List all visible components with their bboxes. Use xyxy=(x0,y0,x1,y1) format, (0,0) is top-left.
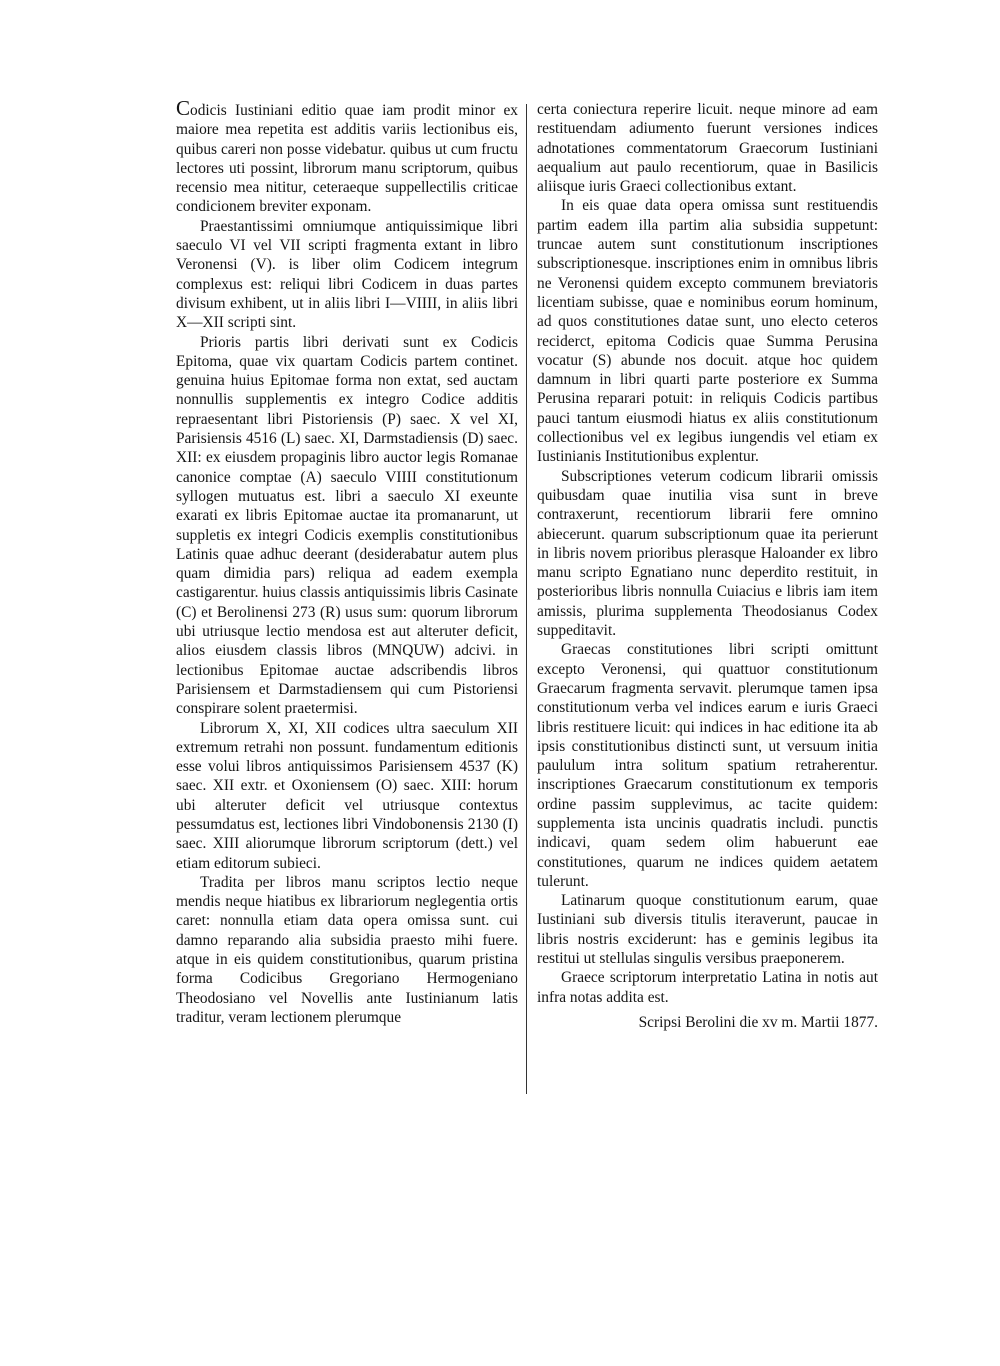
paragraph-text: odicis Iustiniani editio quae iam prodit minor ex maiore mea repetita est additis variis lectionibus eis, quibus careri non posse videbatur. quibus ut cum fructu lectores uti possint, librorum manu scriptorum, quibus recensio mea nititur, ceteraeque suppellectilis criticae condicionem breviter exponam. xyxy=(176,102,518,216)
column-divider xyxy=(526,104,527,1094)
drop-cap-letter: C xyxy=(176,96,191,120)
paragraph-graecas: Graecas constitutiones libri scripti omittunt excepto Veronensi, qui quattuor constitutionum Graecarum fragmenta servavit. plerumque tamen ipsa constitutionum verba vel indices earum e iuris Graeci libris restituere licuit: qui indices in hac editione ita ab ipsis constitutionibus distincti sunt, ut versuum initia paululum intra solitum spatium retraherentur. inscriptiones Graecarum constitutionum ex temporis ordine passim supplevimus, ac tacite quidem: supplementa ista uncinis quadratis includi. punctis indicavi, quam sedem olim habuerunt eae constitutiones, quarum ne indices quidem aetatem tulerunt. xyxy=(537,641,878,890)
paragraph-tradita: Tradita per libros manu scriptos lectio neque mendis neque hiatibus ex librariorum neglegentia ortis caret: nonnulla etiam data opera omissa sunt. cui damno reparando alia subsidia praesto mihi fuere. atque in eis quidem constitutionibus, quarum pristina forma Codicibus Gregoriano Hermogeniano Theodosiano vel Novellis ante Iustinianum latis traditur, veram lectionem plerumque xyxy=(176,873,518,1026)
paragraph-continuation: certa coniectura reperire licuit. neque minore ad eam restituendam adiumento fuerunt versiones indices adnotationes commentatorum Graecorum Iustiniani aequalium aut paulo recentiorum, quae in Basilicis aliisque iuris Graeci collectionibus extant. xyxy=(537,101,878,196)
paragraph-latinarum: Latinarum quoque constitutionum earum, quae Iustiniani sub diversis titulis iteraverunt, paucae in libris nostris exciderunt: has e geminis legibus ita restitui ut stellulas singulis versibus praeponerem. xyxy=(537,892,878,968)
paragraph-librorum-x-xii: Librorum X, XI, XII codices ultra saeculum XII extremum retrahi non possunt. fundamentum editionis esse volui libros antiquissimos Parisiensem 4537 (K) saec. XII extr. et Oxoniensem (O) saec. XIII: horum ubi alteruter deficit vel utriusque contextus pessumdatus est, lectiones libri Vindobonensis 2130 (I) saec. XIII aliorumque librorum scriptorum (dett.) vel etiam editorum subieci. xyxy=(176,719,518,872)
right-column xyxy=(537,100,878,1032)
paragraph-epitoma: Prioris partis libri derivati sunt ex Codicis Epitoma, quae vix quartam Codicis partem continet. genuina huius Epitomae forma non extat, sed auctam nonnullis supplementis ex integro Codice additis repraesentant libri Pistoriensis (P) saec. X vel XI, Parisiensis 4516 (L) saec. XI, Darmstadiensis (D) saec. XII: ex eiusdem propaginis libro auctor legis Romanae canonice comptae (A) saeculo VIIII constitutionum syllogen mutuatus est. libri a saeculo XI exeunte exarati ex libris Epitomae auctae ita promanarunt, ut suppletis ex integri Codicis exemplis constitutionibus Latinis quae adhuc deerant (desiderabatur autem plus quam dimidia pars) reliqua ad eadem exempla castigarentur. huius classis antiquissimis libris Casinate (C) et Berolinensi 273 (R) usus sum: quorum librorum ubi utriusque lectio mendosa est aut alteruter deficit, alios eiusdem classis libros (MNQUW) adcivi. in lectionibus Epitomae auctae adscribendis libros Parisiensem et Darmstadiensem qui cum Pistoriensi conspirare solent praetermisi. xyxy=(176,333,518,718)
paragraph-omissa: In eis quae data opera omissa sunt restituendis partim eadem illa partim alia subsidia suppetunt: truncae autem sunt constitutionum inscriptiones subscriptionesque. inscriptiones enim in omnibus libris ne Veronensi quidem excepto communem breviatoris licentiam subisse, quae e nominibus eorum hominum, ad quos constitutiones datae sunt, uno electo ceteros reciderct, epitoma Codicis quae Summa Perusina vocatur (S) abunde nos docuit. atque hoc quidem damnum in libri quarti parte posteriore ex Summa Perusina reparari potuit: in reliquis Codicis partibus pauci tantum eiusmodi hiatus ex aliis constitutionum collectionibus vel ex legibus iungendis vel etiam ex Iustinianis Institutionibus explentur. xyxy=(537,197,878,466)
signature-line: Scripsi Berolini die xv m. Martii 1877. xyxy=(638,1013,878,1031)
paragraph-subscriptiones: Subscriptiones veterum codicum librarii omissis quibusdam quae inutilia visa sunt in breve contraxerunt, recentiorum librarii fere omnino abiecerunt. quarum subscriptionum quae ita perierunt in libris novem prioribus plerasque Haloander ex libro manu scripto Egnatiano nunc deperdito restituit, in posterioribus libris nonnulla Cuiacius e libris iam item amissis, plurima supplementa Theodosianus Codex suppeditavit. xyxy=(537,467,878,640)
left-column xyxy=(176,96,518,1027)
paragraph-opening xyxy=(176,96,518,217)
paragraph-interpretatio: Graece scriptorum interpretatio Latina in notis aut infra notas addita est. xyxy=(537,969,878,1006)
paragraph-veronensis: Praestantissimi omniumque antiquissimique libri saeculo VI vel VII scripti fragmenta extant in libro Veronensi (V). is liber olim Codicem integrum complexus est: reliqui libri Codicem in duas partes divisum exhibent, ut in aliis libri I—VIIII, in aliis libri X—XII scripti sint. xyxy=(176,217,518,332)
